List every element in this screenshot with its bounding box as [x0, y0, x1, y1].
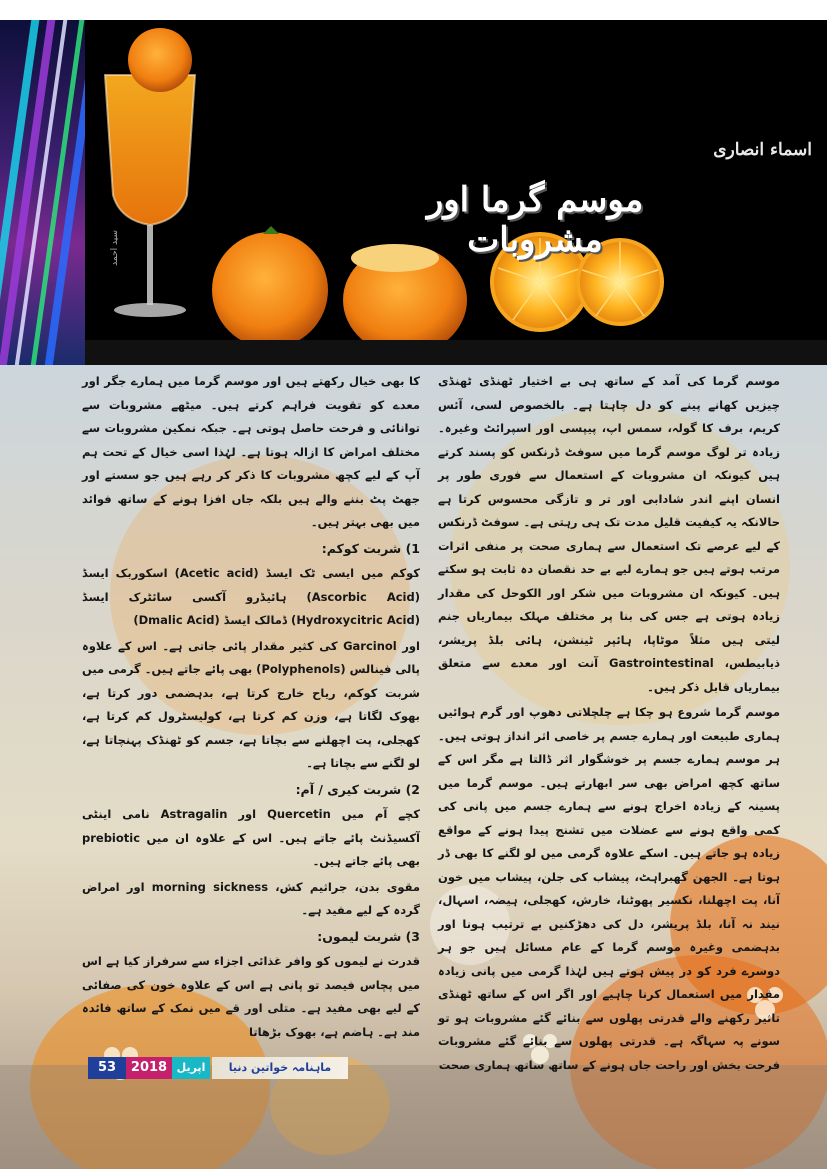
magazine-name: ماہنامہ خواتین دنیا	[212, 1057, 348, 1079]
paragraph: مقوی بدن، جراثیم کش، morning sickness اور امراض گردہ کے لیے مفید ہے۔	[82, 879, 420, 917]
paragraph: کا بھی خیال رکھتے ہیں اور موسم گرما میں ہمارے جگر اور معدے کو تقویت فراہم کرتے ہیں۔ میٹھے مشروبات سے توانائی و فرحت حاصل ہوتی ہے۔ جبکہ نمکین مشروبات سے مختلف امراض کا ازالہ ہوتا ہے۔ لہٰذا اسی خیال کے تحت ہم آپ کے لیے کچھ مشروبات کا ذکر کر رہے ہیں جو سستے اور جھٹ پٹ بننے والے ہیں بلکہ جاں افزا ہونے کے ساتھ فوائد میں بھی بہتر ہیں۔	[82, 374, 420, 529]
paragraph: اور Garcinol کی کثیر مقدار پائی جاتی ہے۔ اس کے علاوہ پالی فینالس (Polyphenols) بھی پائے جاتے ہیں۔ گرمی میں شربت کوکم، ریاح خارج کرتا ہے، بدہضمی دور کرتا ہے، بھوک لگاتا ہے، وزن کم کرتا ہے، کولیسٹرول کم کرتا ہے، کھجلی، پت اچھلنے سے بچاتا ہے، جسم کو ٹھنڈک پہنچاتا ہے، لو لگنے سے بچاتا ہے۔	[81, 638, 420, 770]
author-name: اسماء انصاری	[713, 140, 812, 160]
paragraph: کوکم میں ایسی ٹک ایسڈ (Acetic acid) اسکوربک ایسڈ (Ascorbic Acid) ہائیڈرو آکسی سائٹرک ایسڈ (Hydroxycitric Acid) ڈمالک ایسڈ (Dmalic Acid)	[82, 566, 420, 627]
section-heading: 1) شربت کوکم:	[321, 540, 420, 556]
paragraph: قدرت نے لیموں کو وافر غذائی اجزاء سے سرفراز کیا ہے اس میں پچاس فیصد تو پانی ہے اس کے علاوہ خون کی صفائی کے لیے بھی مفید ہے۔ متلی اور قے میں نمک کے ساتھ فائدہ مند ہے۔ ہاضم ہے، بھوک بڑھاتا	[82, 954, 420, 1039]
issue-month: اپریل	[172, 1057, 210, 1079]
header-banner	[85, 20, 827, 365]
right-text-column	[438, 370, 780, 1079]
issue-year: 2018	[126, 1057, 172, 1079]
left-text-column	[82, 370, 420, 1046]
paragraph: موسم گرما شروع ہو چکا ہے چلچلاتی دھوپ اور گرم ہوائیں ہماری طبیعت اور ہمارے جسم پر خاصی اثر انداز ہوتی ہیں۔ ہر موسم ہمارے جسم پر خوشگوار اثر ڈالتا ہے مگر اس کے ساتھ کچھ امراض بھی سر ابھارتے ہیں۔ موسم گرما میں پسینہ کے زیادہ اخراج ہونے سے ہمارے جسم میں پانی کی کمی واقع ہونے سے عضلات میں تشنج پیدا ہونے کے مواقع زیادہ ہو جاتے ہیں۔ اسکے علاوہ گرمی میں لو لگنے کا بھی ڈر ہوتا ہے۔ الجھن گھبراہٹ، پیشاب کی جلن، پیشاب میں خون آنا، پت اچھلنا، نکسیر پھوٹنا، خارش، کھجلی، ہیضہ، اسہال، نیند نہ آنا، بلڈ پریشر، دل کی دھڑکنیں بے ترتیب ہونا اور بدہضمی وغیرہ موسم گرما کے عام مسائل ہیں جو ہر دوسرے فرد کو در پیش ہوتے ہیں لہٰذا گرمی میں پانی زیادہ مقدار میں استعمال کرنا چاہیے اور اگر اس کے ساتھ ٹھنڈی تاثیر رکھنے والے قدرتی پھلوں سے بنائے گئے مشروبات ہو تو سونے پہ سہاگہ ہے۔ قدرتی پھلوں سے بنائے گئے مشروبات فرحت بخش اور راحت جاں ہونے کے ساتھ ساتھ ہماری صحت	[438, 705, 780, 1072]
article-title: موسم گرما اور مشروبات	[426, 180, 644, 260]
paragraph: کچے آم میں Quercetin اور Astragalin نامی اینٹی آکسیڈنٹ پائے جاتے ہیں۔ اس کے علاوہ ان میں prebiotic بھی پائے جاتے ہیں۔	[82, 807, 420, 868]
photo-credit: سید احمد	[110, 230, 120, 266]
decorative-side-strip	[0, 20, 85, 365]
section-heading: 3) شربت لیموں:	[317, 928, 420, 944]
paragraph: موسم گرما کی آمد کے ساتھ ہی بے اختیار ٹھنڈی ٹھنڈی چیزیں کھانے پینے کو دل چاہتا ہے۔ بالخصوص لسی، آئس کریم، برف کا گولہ، سمس اپ، پیپسی اور اسپرائٹ وغیرہ۔ زیادہ تر لوگ موسم گرما میں سوفٹ ڈرنکس کو پسند کرتے ہیں کیونکہ ان مشروبات کے استعمال سے فوری طور پر انسان اپنے اندر شادابی اور تر و تازگی محسوس کرتا ہے حالانکہ یہ کیفیت قلیل مدت تک ہی رہتی ہے۔ سوفٹ ڈرنکس کے لیے عرصے تک استعمال سے ہماری صحت پر منفی اثرات مرتب ہوتے ہیں جو ہمارے لیے بے حد نقصان دہ ثابت ہو سکتے ہیں۔ کیونکہ ان مشروبات میں شکر اور الکوحل کی مقدار زیادہ ہوتی ہے جس کی بنا پر مختلف مہلک بیماریاں جنم لیتی ہیں مثلاً موٹاپا، ہائپر ٹینشن، ہائی بلڈ پریشر، ذیابیطس، Gastrointestinal آنت اور معدے سے متعلق بیماریاں قابل ذکر ہیں۔	[438, 374, 780, 694]
page-number: 53	[88, 1057, 126, 1079]
page-footer	[88, 1057, 348, 1079]
section-heading: 2) شربت کیری / آم:	[295, 781, 420, 797]
